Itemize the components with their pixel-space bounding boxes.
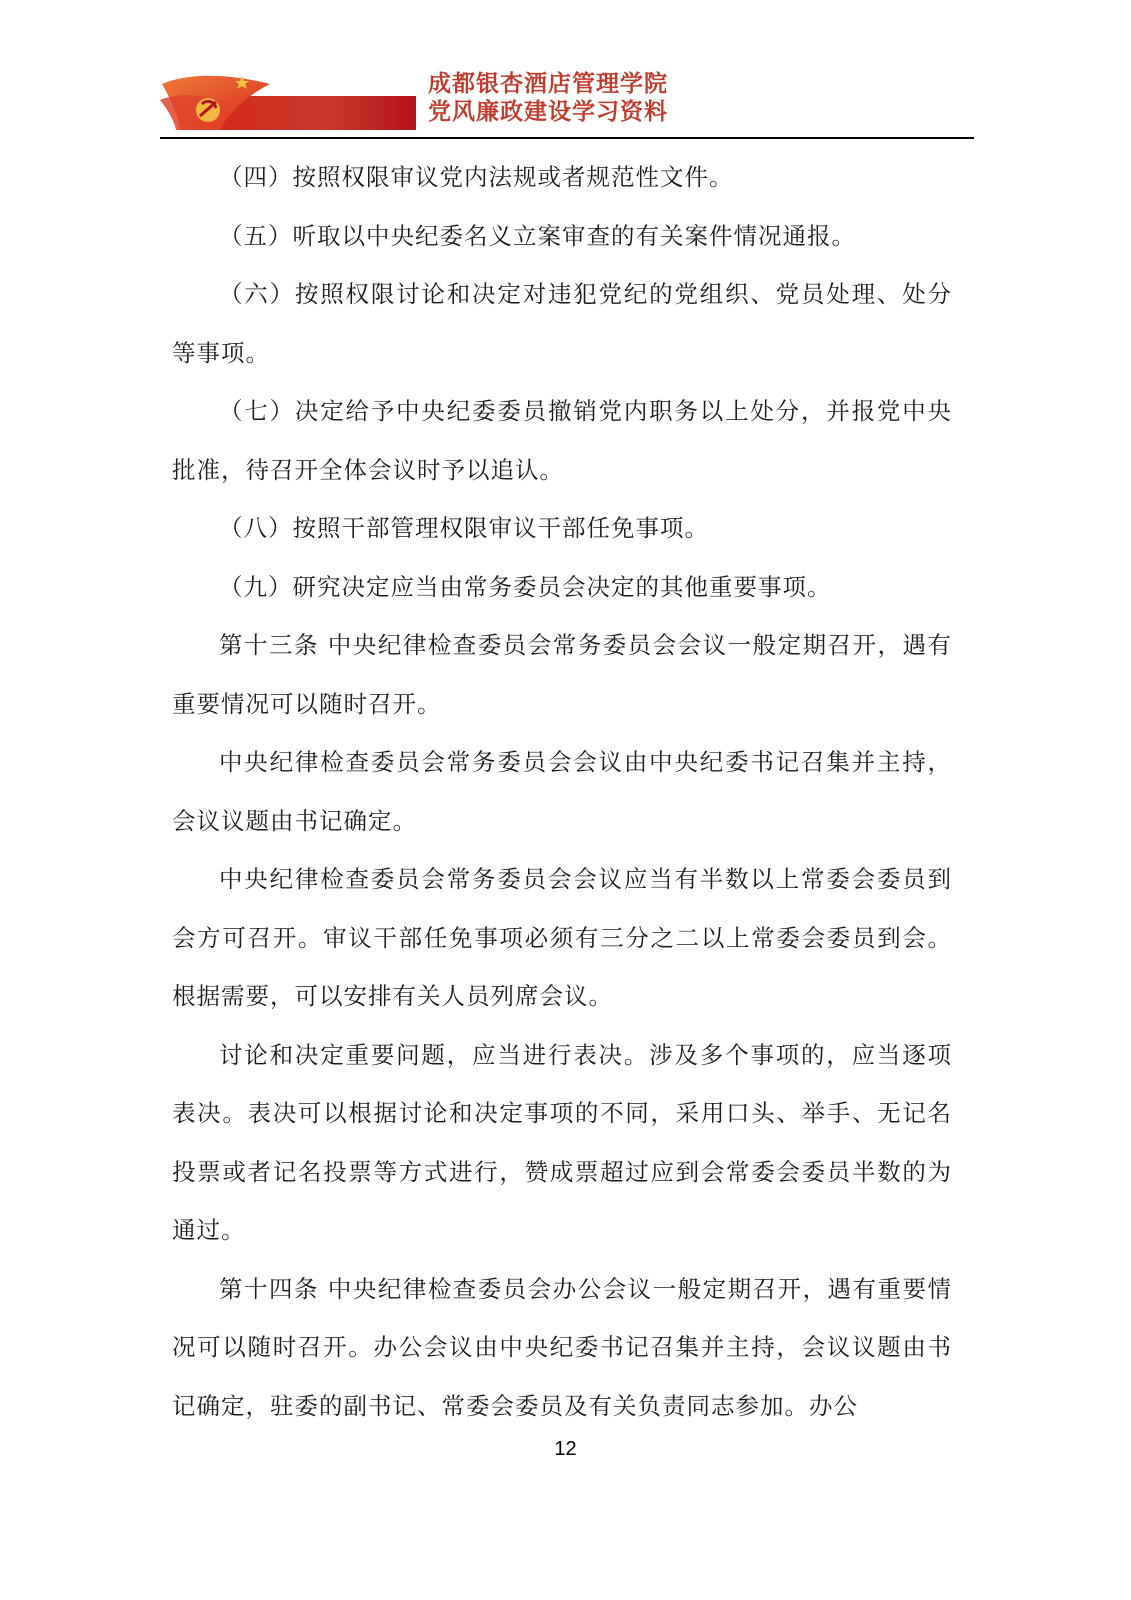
- paragraph: （四）按照权限审议党内法规或者规范性文件。: [219, 163, 734, 191]
- paragraph: （七）决定给予中央纪委委员撤销党内职务以上处分，并报党中央批准，待召开全体会议时予以追认。: [172, 397, 952, 484]
- header-title: [428, 70, 668, 126]
- paragraph: 中央纪律检查委员会常务委员会会议由中央纪委书记召集并主持，会议议题由书记确定。: [172, 748, 952, 835]
- paragraph: （五）听取以中央纪委名义立案审查的有关案件情况通报。: [219, 221, 856, 250]
- article-14-paragraph: 第十四条 中央纪律检查委员会办公会议一般定期召开，遇有重要情况可以随时召开。办公会议由中央纪委书记召集并主持，会议议题由书记确定，驻委的副书记、常委会委员及有关负责同志参加。办公: [172, 1274, 952, 1420]
- document-body: [172, 148, 952, 1435]
- paragraph: 中央纪律检查委员会常务委员会会议应当有半数以上常委会委员到会方可召开。审议干部任免事项必须有三分之二以上常委会委员到会。根据需要，可以安排有关人员列席会议。: [172, 865, 952, 1010]
- paragraph: （九）研究决定应当由常务委员会决定的其他重要事项。: [219, 572, 832, 601]
- article-13-paragraph: 第十三条 中央纪律检查委员会常务委员会会议一般定期召开，遇有重要情况可以随时召开。: [172, 631, 952, 718]
- paragraph: （六）按照权限讨论和决定对违犯党纪的党组织、党员处理、处分等事项。: [172, 280, 952, 367]
- page-header: [160, 66, 974, 138]
- header-divider: [160, 137, 974, 139]
- header-title-line2: 党风廉政建设学习资料: [428, 99, 668, 125]
- paragraph: （八）按照干部管理权限审议干部任免事项。: [219, 514, 709, 542]
- party-emblem-banner: [160, 70, 416, 130]
- page-number: 12: [554, 1438, 577, 1460]
- paragraph: 讨论和决定重要问题，应当进行表决。涉及多个事项的，应当逐项表决。表决可以根据讨论和决定事项的不同，采用口头、举手、无记名投票或者记名投票等方式进行，赞成票超过应到会常委会委员半数的为通过。: [172, 1040, 952, 1244]
- header-title-line1: 成都银杏酒店管理学院: [428, 71, 668, 97]
